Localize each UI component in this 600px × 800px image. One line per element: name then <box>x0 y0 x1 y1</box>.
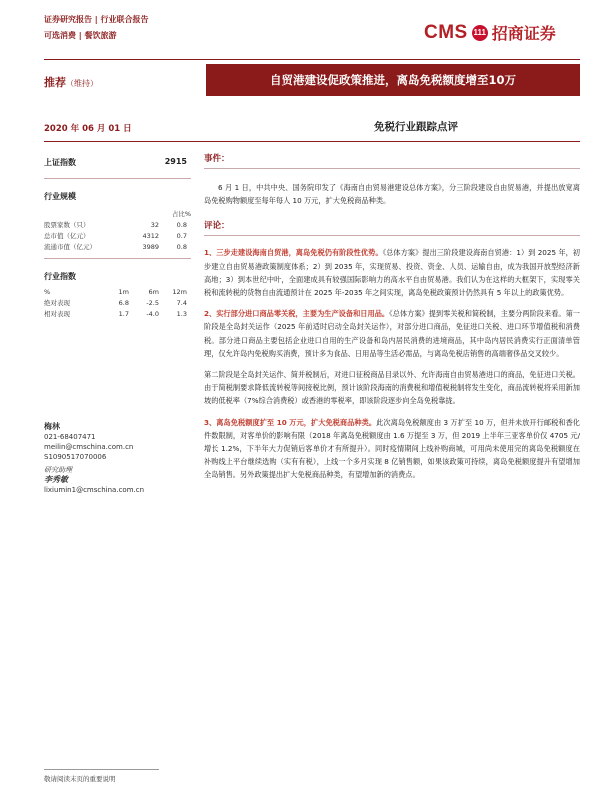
point-1-text: 《总体方案》提出三阶段建设海南自贸港：1）到 2025 年，初步建立自由贸易港政策制度体系；2）到 2035 年，实现贸易、投资、资金、人员、运输自由，成为我国开放型经济新高地；3）到本世纪中叶，全面建成具有较强国际影响力的高水平自由贸易港。我们认为在这样的大框架下，实现零关税和流转税的货物自由流通预计在 2025 年-2035 年之间实现，离岛免税政策预计仍然具有 5 年以上的政策优势。 <box>204 248 580 298</box>
row-value: 6.8 <box>118 298 129 307</box>
comment-title: 评论： <box>204 221 230 232</box>
point-2b-text: 第二阶段是全岛封关运作、简并税制后，对进口征税商品目录以外、允许海南自由贸易港进口的商品，免征进口关税。由于简税制要求降低流转税等间接税比例，预计该阶段海南的消费税和增值税税制将发生变化，商品流转税将采用新加坡的低税率（7%综合消费税）或香港的零税率，即该阶段逐步向全岛免税靠拢。 <box>204 370 580 406</box>
date-rule <box>44 141 580 142</box>
assistant-label: 研究助理 <box>44 466 72 474</box>
industry-line: 可选消费 | 餐饮旅游 <box>44 31 117 40</box>
row-value: 1.3 <box>176 309 187 318</box>
main-content <box>204 152 580 482</box>
perf-title: 行业指数 <box>44 272 76 281</box>
point-3 <box>204 416 580 482</box>
divider <box>204 168 580 169</box>
row-label: 总市值（亿元） <box>44 232 90 240</box>
footer-note: 敬请阅读末页的重要说明 <box>44 775 116 783</box>
point-2-title: 2、实行部分进口商品零关税，主要为生产设备和日用品。 <box>204 309 390 319</box>
header-rule <box>44 59 580 60</box>
rating-label: 推荐 <box>44 76 66 89</box>
report-subtitle: 免税行业跟踪点评 <box>374 121 458 133</box>
point-3-title: 3、离岛免税额度扩至 10 万元，扩大免税商品种类。 <box>204 417 377 427</box>
row-label: 相对表现 <box>44 310 70 318</box>
point-3-text: 此次离岛免税额度由 3 万扩至 10 万，但并未放开行邮税和香化件数限制，对客单价的影响有限（2018 年离岛免税额度由 1.6 万提至 3 万，但 2019 上半年三亚客单价仅 4705 元/增长 1.2%，下半年大力促销后客单价才有所提升）。同时疫情期间上线补购商城，可用尚未使用完的离岛免税额度在补购线上平台继续选购（实有有税），上线一个多月实现 8 亿销售额，如果该政策可持续，离岛免税额度提升有望增加全岛销售。另外政策提出扩大免税商品种类，有望增加新的消费点。 <box>204 417 580 480</box>
logo-badge: 111 <box>472 25 488 41</box>
analyst-email[interactable]: meilin@cmschina.com.cn <box>44 443 134 451</box>
scale-header <box>44 208 191 219</box>
row-label: 绝对表现 <box>44 299 70 307</box>
divider <box>44 258 191 259</box>
perf-header-cell: 12m <box>172 287 187 296</box>
table-row <box>44 297 191 308</box>
row-pct: 0.7 <box>176 231 187 240</box>
row-label: 流通市值（亿元） <box>44 243 96 251</box>
row-value: 1.7 <box>118 309 129 318</box>
brand-logo <box>424 21 556 44</box>
point-2b <box>204 368 580 408</box>
analyst-block <box>44 422 191 495</box>
point-2 <box>204 307 580 360</box>
row-value: 4312 <box>142 231 159 240</box>
row-value: -2.5 <box>146 298 159 307</box>
perf-header-cell: % <box>44 287 51 296</box>
report-date: 2020 年 06 月 01 日 <box>44 124 132 134</box>
row-value: 7.4 <box>176 298 187 307</box>
table-row <box>44 219 191 230</box>
footer-rule <box>44 769 159 770</box>
index-value: 2915 <box>164 157 187 166</box>
sidebar <box>44 145 191 319</box>
row-value: -4.0 <box>146 309 159 318</box>
table-row <box>44 308 191 319</box>
divider <box>44 178 191 179</box>
divider <box>204 235 580 236</box>
rating <box>44 74 98 90</box>
index-label: 上证指数 <box>44 158 76 167</box>
perf-header <box>44 286 191 297</box>
scale-table <box>44 219 191 252</box>
rating-sub: （维持） <box>66 79 98 88</box>
perf-header-cell: 1m <box>118 287 129 296</box>
scale-title: 行业规模 <box>44 192 76 201</box>
row-label: 股票家数（只） <box>44 221 90 229</box>
index-row <box>44 157 191 168</box>
assistant-name: 李秀敏 <box>44 475 68 484</box>
logo-chinese-name: 招商证券 <box>491 24 556 43</box>
point-2-text: 《总体方案》提到零关税和简税制，主要分两阶段来看。第一阶段是全岛封关运作（2025 年前适时启动全岛封关运作），对部分进口商品，免征进口关税、进口环节增值税和消费税。部分进口商品主要包括企业进口自用的生产设备和岛内居民消费的进境商品，其中岛内居民消费实行正面清单管理，仅允许岛内免税购买消费，预计多为食品、日用品等生活必需品，与离岛免税店销售的高端奢侈品交叉较少。 <box>204 309 580 358</box>
point-1-title: 1、三步走建设海南自贸港，离岛免税仍有阶段性优势。 <box>204 248 383 258</box>
perf-header-cell: 6m <box>148 287 159 296</box>
point-1 <box>204 246 580 299</box>
analyst-phone: 021-68407471 <box>44 433 96 441</box>
analyst-name: 梅林 <box>44 422 60 431</box>
report-title-banner: 自贸港建设促政策推进，离岛免税额度增至10万 <box>206 64 580 96</box>
scale-header-pct: 占比% <box>171 210 191 218</box>
table-row <box>44 230 191 241</box>
row-value: 3989 <box>142 242 159 251</box>
row-pct: 0.8 <box>176 242 187 251</box>
logo-cms-text: CMS <box>424 21 468 43</box>
analyst-cert: S1090517070006 <box>44 453 107 461</box>
table-row <box>44 241 191 252</box>
row-value: 32 <box>150 220 159 229</box>
assistant-email[interactable]: lixiumin1@cmschina.com.cn <box>44 486 145 494</box>
event-text: 6 月 1 日，中共中央、国务院印发了《海南自由贸易港建设总体方案》，分三阶段建设自由贸易港，并提出放宽离岛免税购物额度至每年每人 10 万元，扩大免税商品种类。 <box>204 183 580 206</box>
event-title: 事件： <box>204 154 230 164</box>
report-type-line: 证券研究报告 | 行业联合报告 <box>44 15 149 24</box>
row-pct: 0.8 <box>176 220 187 229</box>
